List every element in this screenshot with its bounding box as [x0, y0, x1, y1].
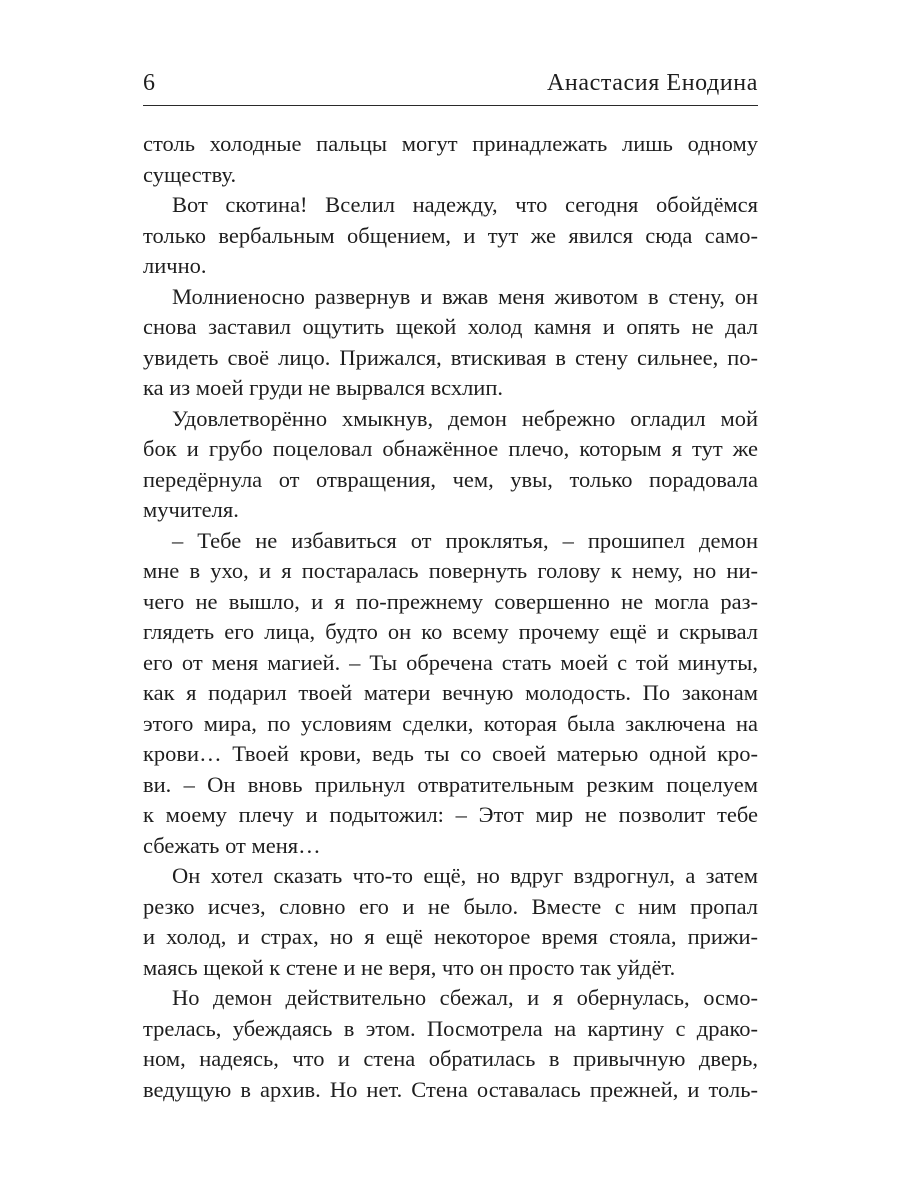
text-line: – Тебе не избавиться от проклятья, – прошипел демон: [172, 527, 758, 553]
text-line: ка из моей груди не вырвался всхлип.: [143, 375, 504, 400]
text-line: крови… Твоей крови, ведь ты со своей матерью одной кро-: [143, 741, 758, 766]
text-line: и холод, и страх, но я ещё некоторое время стояла, прижи-: [143, 924, 758, 949]
text-line: лично.: [143, 253, 207, 278]
text-line: увидеть своё лицо. Прижался, втискивая в стену сильнее, по-: [143, 344, 758, 370]
text-line: трелась, убеждаясь в этом. Посмотрела на картину с драко-: [143, 1015, 758, 1041]
text-line: маясь щекой к стене и не веря, что он просто так уйдёт.: [143, 954, 676, 980]
text-line: существу.: [143, 161, 237, 187]
text-line: этого мира, по условиям сделки, которая была заключена на: [143, 710, 758, 736]
text-line: ви. – Он вновь прильнул отвратительным резким поцелуем: [143, 771, 758, 797]
text-line: его от меня магией. – Ты обречена стать моей с той минуты,: [143, 649, 758, 675]
text-line: ном, надеясь, что и стена обратилась в привычную дверь,: [143, 1046, 758, 1071]
text-line: ведущую в архив. Но нет. Стена оставалась прежней, и толь-: [143, 1076, 758, 1102]
text-line: передёрнула от отвращения, чем, увы, только порадовала: [143, 466, 758, 492]
body-text: [143, 129, 758, 1105]
header-rule: [143, 105, 758, 106]
text-line: Удовлетворённо хмыкнув, демон небрежно огладил мой: [172, 405, 758, 431]
text-line: к моему плечу и подытожил: – Этот мир не позволит тебе: [143, 802, 758, 827]
text-line: столь холодные пальцы могут принадлежать лишь одному: [143, 131, 758, 156]
text-line: как я подарил твоей матери вечную молодость. По законам: [143, 680, 758, 705]
text-line: чего не вышло, и я по-прежнему совершенно не могла раз-: [143, 588, 758, 614]
text-line: мне в ухо, и я постаралась повернуть голову к нему, но ни-: [143, 558, 758, 583]
text-line: Вот скотина! Вселил надежду, что сегодня обойдёмся: [172, 192, 758, 217]
text-line: резко исчез, словно его и не было. Вместе с ним пропал: [143, 893, 758, 919]
text-line: Он хотел сказать что-то ещё, но вдруг вздрогнул, а затем: [172, 863, 758, 888]
text-line: сбежать от меня…: [143, 832, 321, 858]
running-head-author: Анастасия Енодина: [546, 70, 758, 96]
text-line: Но демон действительно сбежал, и я обернулась, осмо-: [172, 985, 758, 1010]
text-line: мучителя.: [143, 497, 239, 522]
text-line: бок и грубо поцеловал обнажённое плечо, которым я тут же: [143, 436, 758, 461]
running-head: [143, 68, 758, 98]
text-line: снова заставил ощутить щекой холод камня и опять не дал: [143, 314, 758, 339]
text-line: только вербальным общением, и тут же явился сюда само-: [143, 222, 758, 248]
text-line: глядеть его лица, будто он ко всему прочему ещё и скрывал: [143, 619, 758, 644]
text-line: Молниеносно развернув и вжав меня животом в стену, он: [172, 283, 758, 309]
page-number: 6: [143, 70, 155, 96]
